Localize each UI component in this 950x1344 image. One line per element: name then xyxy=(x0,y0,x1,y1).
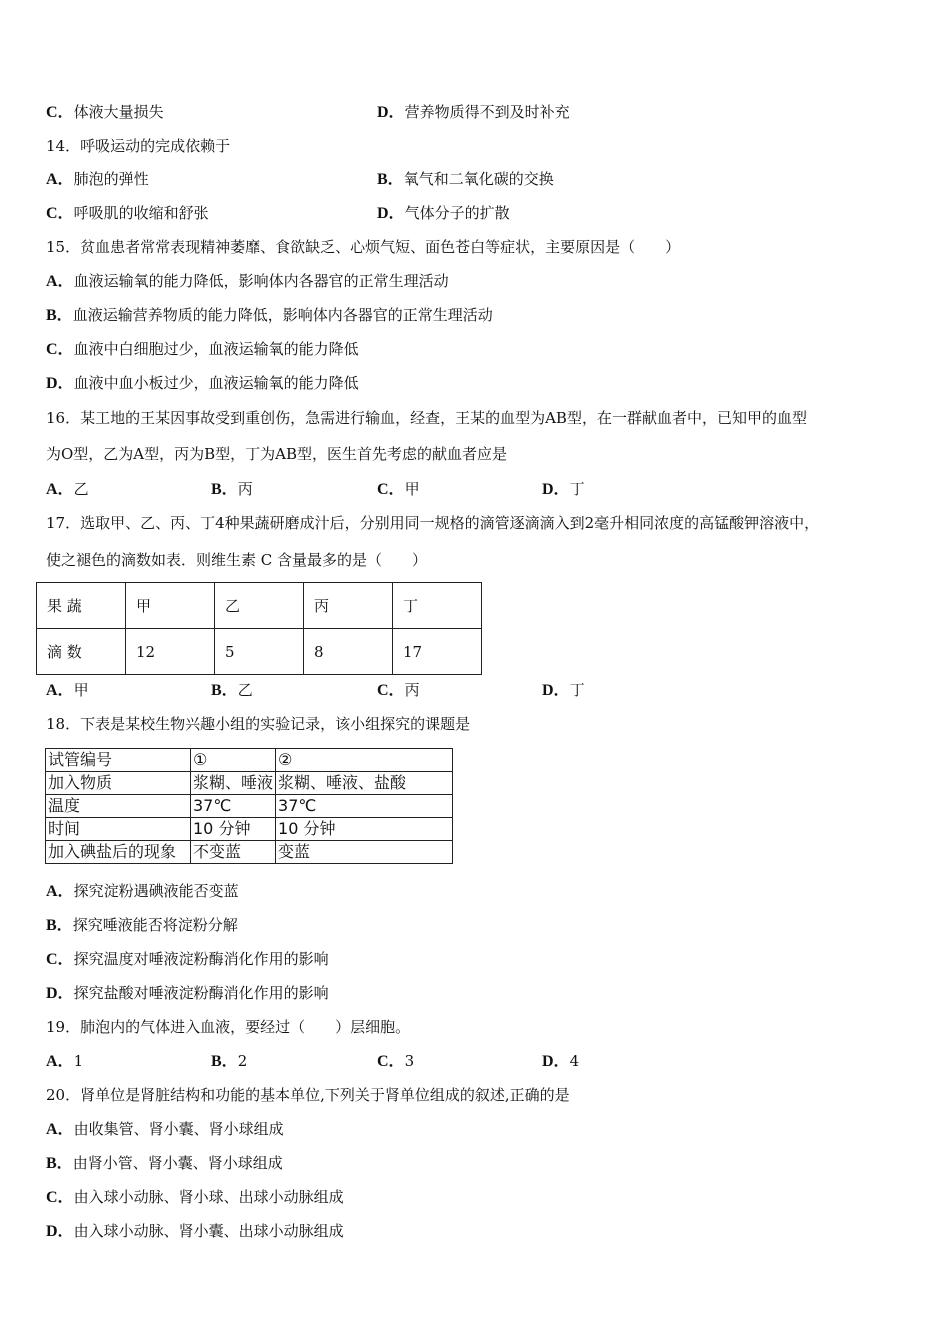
option-a: A．探究淀粉遇碘液能否变蓝 xyxy=(46,882,239,900)
table-cell: 甲 xyxy=(126,583,215,629)
option-c: C．丙 xyxy=(377,681,420,699)
table-cell: 8 xyxy=(304,629,393,675)
table-row xyxy=(37,629,482,675)
table-cell: 10 分钟 xyxy=(191,818,276,841)
table-cell: 丙 xyxy=(304,583,393,629)
table-cell: 10 分钟 xyxy=(276,818,453,841)
table-row xyxy=(46,841,453,864)
fruit-drops-table xyxy=(36,582,482,675)
option-d: D．营养物质得不到及时补充 xyxy=(377,103,570,121)
table-cell: 果 蔬 xyxy=(37,583,126,629)
table-cell: 乙 xyxy=(215,583,304,629)
option-c: C．呼吸肌的收缩和舒张 xyxy=(46,204,209,222)
table-cell: 加入物质 xyxy=(46,772,191,795)
experiment-record-table xyxy=(45,748,453,864)
table-row xyxy=(46,795,453,818)
option-d: D．气体分子的扩散 xyxy=(377,204,510,222)
option-d: D．血液中血小板过少，血液运输氧的能力降低 xyxy=(46,374,359,392)
option-d: D．由入球小动脉、肾小囊、出球小动脉组成 xyxy=(46,1222,344,1240)
option-c: C．甲 xyxy=(377,480,420,498)
option-a: A．肺泡的弹性 xyxy=(46,170,149,188)
table-cell: ② xyxy=(276,749,453,772)
table-cell: 不变蓝 xyxy=(191,841,276,864)
option-a: A．由收集管、肾小囊、肾小球组成 xyxy=(46,1120,284,1138)
question-17-stem-cont: 使之褪色的滴数如表．则维生素 C 含量最多的是（ ） xyxy=(46,551,428,569)
table-cell: 变蓝 xyxy=(276,841,453,864)
option-c: C．由入球小动脉、肾小球、出球小动脉组成 xyxy=(46,1188,344,1206)
table-cell: 温度 xyxy=(46,795,191,818)
option-a: A．血液运输氧的能力降低，影响体内各器官的正常生理活动 xyxy=(46,272,449,290)
table-row xyxy=(37,583,482,629)
question-14-stem: 14．呼吸运动的完成依赖于 xyxy=(46,137,231,155)
question-19-stem: 19．肺泡内的气体进入血液，要经过（ ）层细胞。 xyxy=(46,1018,411,1036)
option-b: B．丙 xyxy=(211,480,253,498)
table-cell: 试管编号 xyxy=(46,749,191,772)
question-15-stem: 15．贫血患者常常表现精神萎靡、食欲缺乏、心烦气短、面色苍白等症状，主要原因是（ ） xyxy=(46,238,681,256)
table-row xyxy=(46,818,453,841)
option-d: D．4 xyxy=(542,1052,580,1070)
option-d: D．丁 xyxy=(542,681,585,699)
table-cell: 5 xyxy=(215,629,304,675)
table-cell: 时间 xyxy=(46,818,191,841)
option-b: B．由肾小管、肾小囊、肾小球组成 xyxy=(46,1154,283,1172)
option-c: C．3 xyxy=(377,1052,415,1070)
table-row xyxy=(46,772,453,795)
table-cell: 滴 数 xyxy=(37,629,126,675)
option-b: B．探究唾液能否将淀粉分解 xyxy=(46,916,238,934)
option-c: C．探究温度对唾液淀粉酶消化作用的影响 xyxy=(46,950,329,968)
table-cell: ① xyxy=(191,749,276,772)
table-cell: 17 xyxy=(393,629,482,675)
option-b: B．乙 xyxy=(211,681,253,699)
table-row xyxy=(46,749,453,772)
question-20-stem: 20．肾单位是肾脏结构和功能的基本单位,下列关于肾单位组成的叙述,正确的是 xyxy=(46,1086,570,1104)
option-a: A．甲 xyxy=(46,681,89,699)
table-cell: 37℃ xyxy=(276,795,453,818)
question-18-stem: 18．下表是某校生物兴趣小组的实验记录，该小组探究的课题是 xyxy=(46,715,471,733)
option-d: D．探究盐酸对唾液淀粉酶消化作用的影响 xyxy=(46,984,329,1002)
option-b: B．氧气和二氧化碳的交换 xyxy=(377,170,554,188)
option-b: B．血液运输营养物质的能力降低，影响体内各器官的正常生理活动 xyxy=(46,306,493,324)
option-c: C．血液中白细胞过少，血液运输氧的能力降低 xyxy=(46,340,359,358)
option-a: A．1 xyxy=(46,1052,84,1070)
table-cell: 浆糊、唾液 xyxy=(191,772,276,795)
question-16-stem: 16．某工地的王某因事故受到重创伤，急需进行输血，经查，王某的血型为AB型，在一群献血者中，已知甲的血型 xyxy=(46,409,807,427)
table-cell: 丁 xyxy=(393,583,482,629)
table-cell: 浆糊、唾液、盐酸 xyxy=(276,772,453,795)
option-b: B．2 xyxy=(211,1052,248,1070)
question-16-stem-cont: 为O型，乙为A型，丙为B型，丁为AB型，医生首先考虑的献血者应是 xyxy=(46,445,508,463)
option-d: D．丁 xyxy=(542,480,585,498)
table-cell: 12 xyxy=(126,629,215,675)
question-17-stem: 17．选取甲、乙、丙、丁4种果蔬研磨成汁后，分别用同一规格的滴管逐滴滴入到2毫升相同浓度的高锰酸钾溶液中， xyxy=(46,514,820,532)
table-cell: 37℃ xyxy=(191,795,276,818)
table-cell: 加入碘盐后的现象 xyxy=(46,841,191,864)
option-a: A．乙 xyxy=(46,480,89,498)
option-c: C．体液大量损失 xyxy=(46,103,164,121)
